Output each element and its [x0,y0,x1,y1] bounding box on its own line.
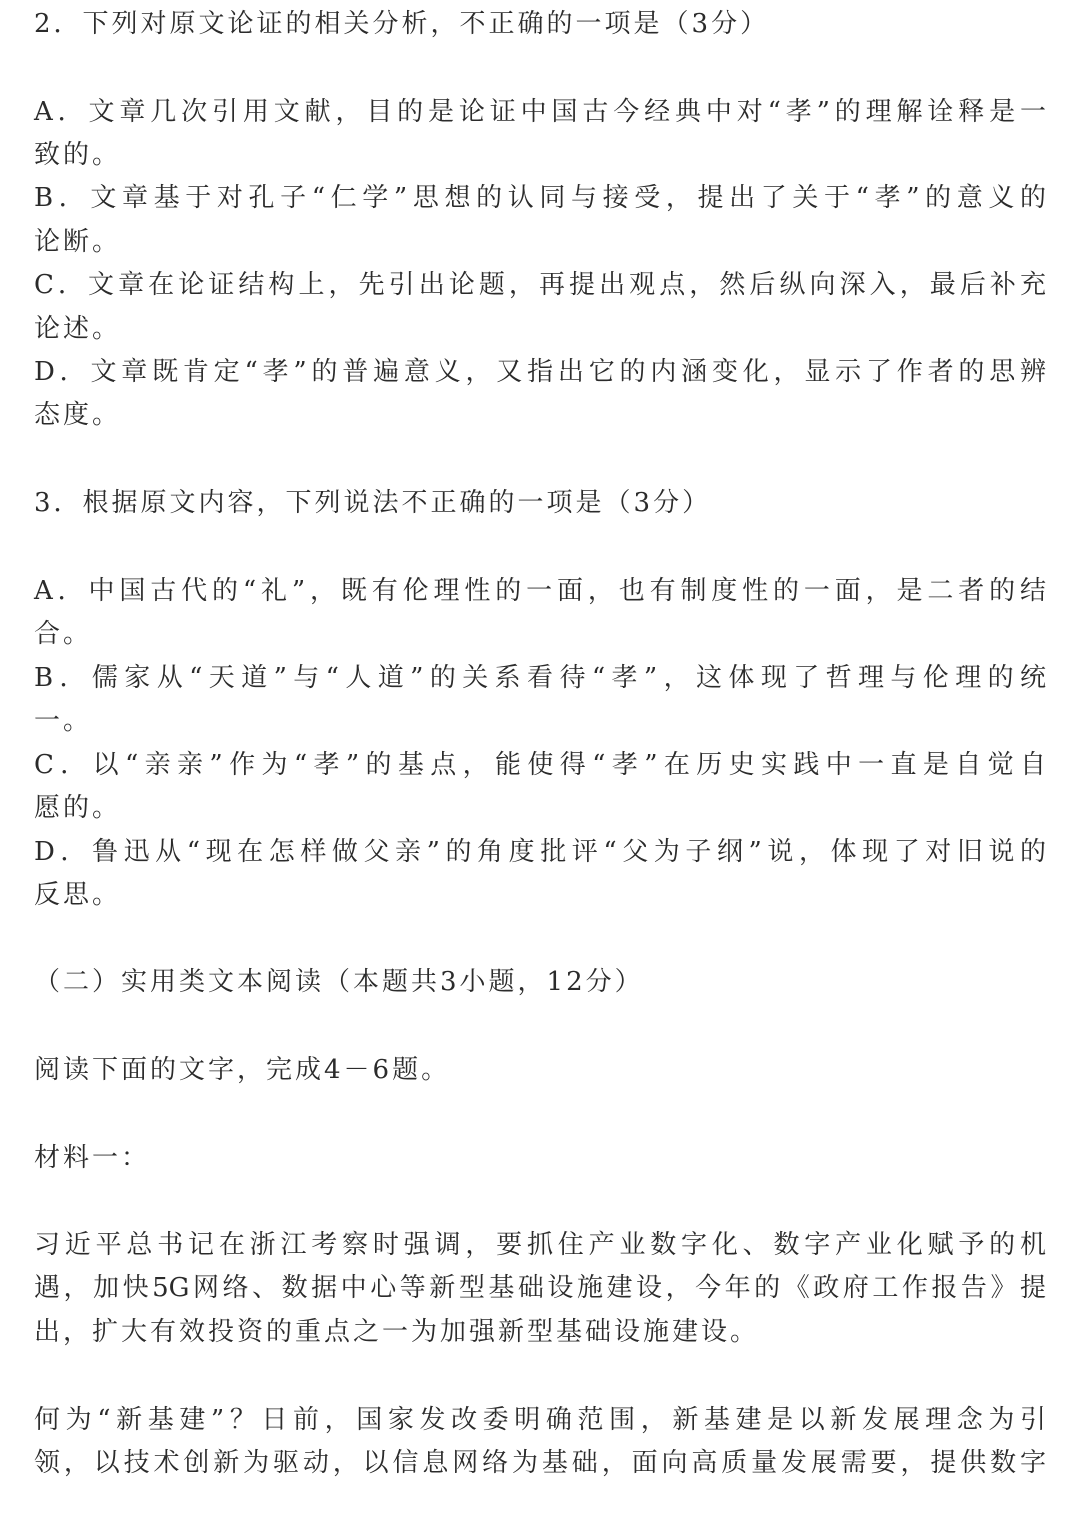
material-paragraph-1-line-1: 习近平总书记在浙江考察时强调，要抓住产业数字化、数字产业化赋予的机 [34,1230,1046,1260]
material-paragraph-2-line-2: 领，以技术创新为驱动，以信息网络为基础，面向高质量发展需要，提供数字 [34,1448,1046,1478]
question-3-option-d-cont: 反思。 [34,880,122,910]
question-2-stem: 2．下列对原文论证的相关分析，不正确的一项是（3分） [34,9,770,39]
material-paragraph-1-line-2: 遇，加快5G网络、数据中心等新型基础设施建设，今年的《政府工作报告》提 [34,1273,1046,1303]
question-3-option-a-cont: 合。 [34,619,93,649]
question-2-option-b-cont: 论断。 [34,227,122,257]
question-2-option-d-cont: 态度。 [34,400,122,430]
question-3-stem: 3．根据原文内容，下列说法不正确的一项是（3分） [34,488,712,518]
question-2-option-b: B．文章基于对孔子“仁学”思想的认同与接受，提出了关于“孝”的意义的 [34,183,1046,213]
question-3-option-c-cont: 愿的。 [34,793,122,823]
reading-instruction: 阅读下面的文字，完成4－6题。 [34,1055,451,1085]
section-heading: （二）实用类文本阅读（本题共3小题，12分） [34,967,644,997]
question-2-option-d: D．文章既肯定“孝”的普遍意义，又指出它的内涵变化，显示了作者的思辨 [34,357,1046,387]
question-3-option-d: D．鲁迅从“现在怎样做父亲”的角度批评“父为子纲”说，体现了对旧说的 [34,837,1046,867]
material-paragraph-2-line-1: 何为“新基建”？日前，国家发改委明确范围，新基建是以新发展理念为引 [34,1405,1046,1435]
question-3-option-a: A．中国古代的“礼”，既有伦理性的一面，也有制度性的一面，是二者的结 [34,576,1046,606]
question-3-option-b: B．儒家从“天道”与“人道”的关系看待“孝”，这体现了哲理与伦理的统 [34,663,1046,693]
question-2-option-c: C．文章在论证结构上，先引出论题，再提出观点，然后纵向深入，最后补充 [34,270,1046,300]
material-label: 材料一： [34,1143,151,1173]
material-paragraph-1-line-3: 出，扩大有效投资的重点之一为加强新型基础设施建设。 [34,1317,760,1347]
question-3-option-c: C．以“亲亲”作为“孝”的基点，能使得“孝”在历史实践中一直是自觉自 [34,750,1046,780]
question-2-option-c-cont: 论述。 [34,314,122,344]
question-2-option-a-cont: 致的。 [34,140,122,170]
question-3-option-b-cont: 一。 [34,706,93,736]
question-2-option-a: A．文章几次引用文献，目的是论证中国古今经典中对“孝”的理解诠释是一 [34,97,1046,127]
